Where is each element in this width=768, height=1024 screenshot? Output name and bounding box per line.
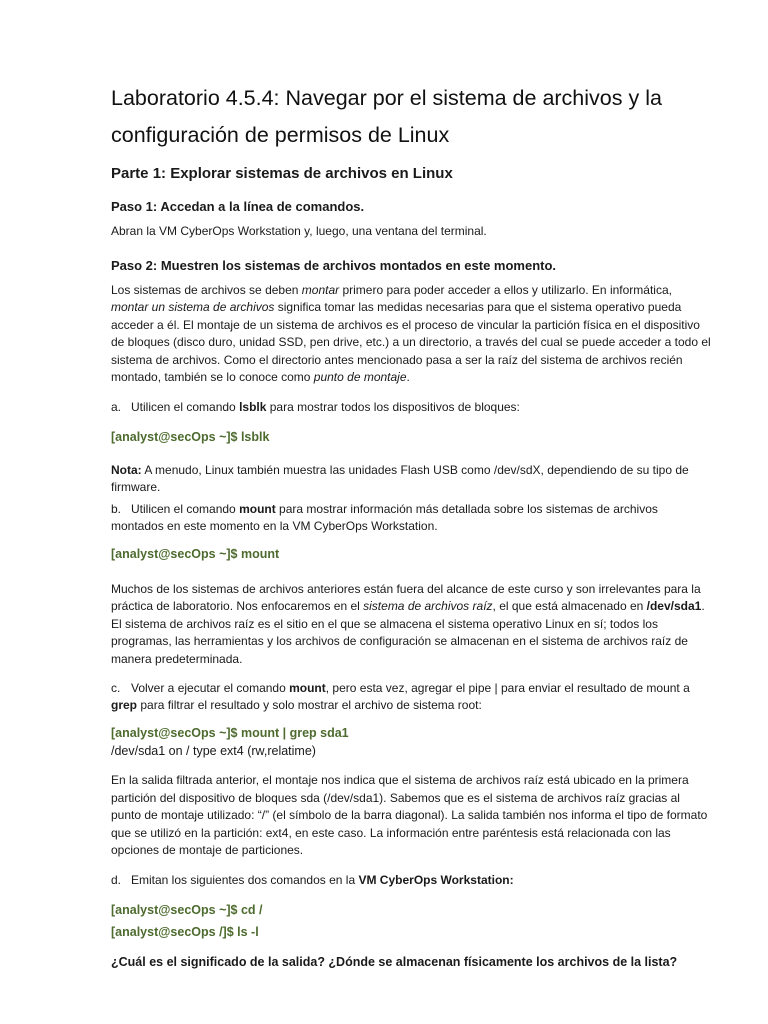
item-label: b. bbox=[111, 501, 122, 516]
note-label: Nota: bbox=[111, 462, 142, 477]
filtered-output-paragraph: En la salida filtrada anterior, el montaje nos indica que el sistema de archivos raíz está ubicado en la primera partición del dispositivo de bloques sda (/dev/sda1). Sabemos que es el sistema de archivos raíz gracias al punto de montaje utilizado: “/” (el símbolo de la barra diagonal). La salida también nos informa el tipo de formato que se utilizó en la partición: ext4, en este caso. La información entre paréntesis está relacionada con las opciones de montaje de particiones. bbox=[111, 773, 708, 857]
text-run: Los sistemas de archivos se deben bbox=[111, 282, 302, 297]
emphasis-montar-sistema: montar un sistema de archivos bbox=[111, 300, 275, 314]
root-filesystem-paragraph bbox=[111, 581, 711, 669]
emphasis-montar: montar bbox=[301, 282, 340, 297]
command-ls: [analyst@secOps /]$ ls -l bbox=[111, 924, 259, 939]
command-name-lsblk: lsblk bbox=[239, 399, 267, 414]
text-run: Utilicen el comando bbox=[131, 399, 240, 414]
page-title: Laboratorio 4.5.4: Navegar por el sistema de archivos y la configuración de permisos de Linux bbox=[111, 86, 662, 147]
step-1-heading: Paso 1: Accedan a la línea de comandos. bbox=[111, 199, 365, 214]
instruction-b bbox=[111, 501, 711, 535]
text-run: . El sistema de archivos raíz es el sitio en el que se almacena el sistema operativo Linux en sí; todos los programas, las herramientas y los archivos de configuración se almacenan en el sistema de archivos raíz de manera predeterminada. bbox=[111, 599, 705, 666]
text-run: primero para poder acceder a ellos y utilizarlo. En informática, bbox=[339, 282, 672, 297]
command-output: /dev/sda1 on / type ext4 (rw,relatime) bbox=[111, 744, 316, 758]
item-label: c. bbox=[111, 681, 121, 695]
instruction-c bbox=[111, 680, 711, 714]
text-run: Emitan los siguientes dos comandos en la bbox=[131, 872, 359, 887]
command-lsblk: [analyst@secOps ~]$ lsblk bbox=[111, 429, 270, 444]
part-1-heading: Parte 1: Explorar sistemas de archivos en Linux bbox=[111, 165, 453, 182]
text-run: Muchos de los sistemas de archivos anteriores están fuera del alcance de este curso y son irrelevantes para la práctica de laboratorio. Nos enfocaremos en el bbox=[111, 581, 701, 613]
command-mount-grep: [analyst@secOps ~]$ mount | grep sda1 bbox=[111, 726, 349, 740]
text-run: para filtrar el resultado y solo mostrar el archivo de sistema root: bbox=[137, 698, 482, 712]
command-name-grep: grep bbox=[111, 698, 138, 712]
text-run: . bbox=[406, 370, 410, 384]
emphasis-root-fs: sistema de archivos raíz bbox=[363, 599, 493, 613]
text-run: significa tomar las medidas necesarias para que el sistema operativo pueda acceder a él. El montaje de un sistema de archivos es el proceso de vincular la partición física en el dispositivo de bloques (disco duro, unidad SSD, pen drive, etc.) a un directorio, a través del cual se puede acceder a todo el sistema de archivos. Como el directorio antes mencionado pasa a ser la raíz del sistema de archivos recién montado, también se lo conoce como bbox=[111, 300, 711, 384]
emphasis-punto-montaje: punto de montaje bbox=[313, 370, 407, 384]
mount-explanation-paragraph bbox=[111, 282, 711, 387]
text-run: , el que está almacenado en bbox=[492, 599, 647, 613]
vm-name: VM CyberOps Workstation: bbox=[358, 872, 514, 887]
document-body bbox=[111, 164, 711, 971]
instruction-a bbox=[111, 399, 711, 416]
step-1-text: Abran la VM CyberOps Workstation y, luego, una ventana del terminal. bbox=[111, 224, 487, 238]
command-name-mount: mount bbox=[239, 501, 276, 516]
text-run: A menudo, Linux también muestra las unidades Flash USB como /dev/sdX, dependiendo de su tipo de firmware. bbox=[111, 462, 689, 494]
step-2-heading: Paso 2: Muestren los sistemas de archivos montados en este momento. bbox=[111, 257, 557, 273]
text-run: para mostrar todos los dispositivos de bloques: bbox=[266, 399, 520, 414]
command-mount: [analyst@secOps ~]$ mount bbox=[111, 546, 280, 561]
text-run: Volver a ejecutar el comando bbox=[131, 681, 290, 695]
text-run: para mostrar información más detallada sobre los sistemas de archivos montados en este momento en la VM CyberOps Workstation. bbox=[111, 501, 658, 533]
note-paragraph bbox=[111, 462, 711, 497]
question-text: ¿Cuál es el significado de la salida? ¿Dónde se almacenan físicamente los archivos de la lista? bbox=[111, 954, 678, 969]
text-run: , pero esta vez, agregar el pipe | para enviar el resultado de mount a bbox=[325, 681, 690, 695]
command-name-mount: mount bbox=[289, 681, 326, 695]
item-label: d. bbox=[111, 872, 122, 887]
item-label: a. bbox=[111, 399, 122, 414]
text-run: Utilicen el comando bbox=[131, 501, 240, 516]
device-path: /dev/sda1 bbox=[646, 599, 702, 613]
command-cd: [analyst@secOps ~]$ cd / bbox=[111, 902, 263, 917]
instruction-d bbox=[111, 872, 711, 889]
